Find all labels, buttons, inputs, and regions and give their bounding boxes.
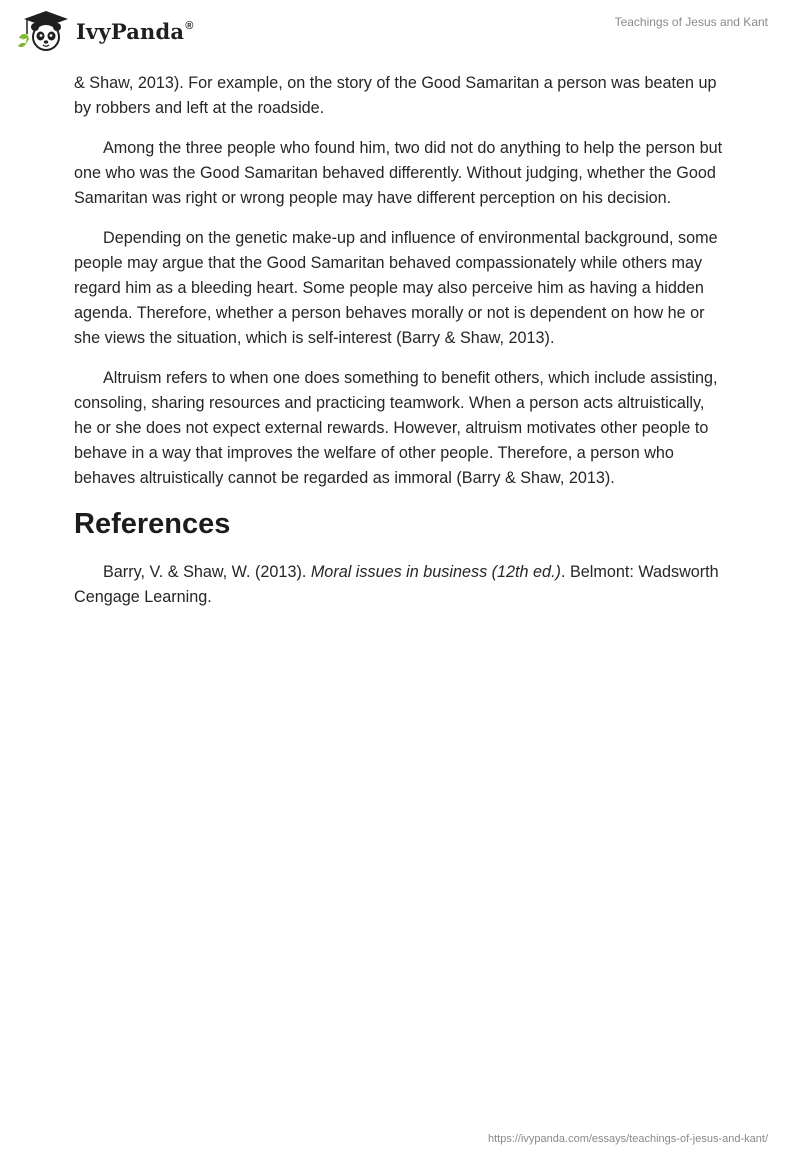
- registered-mark: ®: [185, 19, 194, 32]
- source-url[interactable]: https://ivypanda.com/essays/teachings-of-jesus-and-kant/: [487, 1133, 768, 1145]
- reference-entry: [74, 560, 726, 610]
- panda-graduation-cap-icon: [16, 8, 68, 52]
- paragraph: Among the three people who found him, two did not do anything to help the person but one who was the Good Samaritan behaved differently. Without judging, whether the Good Samaritan was right or wrong people may have different perception on his decision.: [74, 139, 723, 207]
- brand-name: IvyPanda®: [76, 18, 194, 44]
- paragraph-continued: & Shaw, 2013). For example, on the story of the Good Samaritan a person was beaten up by robbers and left at the roadside.: [74, 74, 717, 117]
- essay-body: [74, 71, 726, 625]
- paragraph: Depending on the genetic make-up and influence of environmental background, some people may argue that the Good Samaritan behaved compassionately while others may regard him as a bleeding heart. Some people may also perceive him as having a hidden agenda. Therefore, whether a person behaves morally or not is dependent on how he or she views the situation, which is self-interest (Barry & Shaw, 2013).: [74, 229, 718, 347]
- document-title: Teachings of Jesus and Kant: [614, 15, 768, 29]
- brand-logo[interactable]: [16, 8, 194, 52]
- paragraph: Altruism refers to when one does something to benefit others, which include assisting, consoling, sharing resources and practicing teamwork. When a person acts altruistically, he or she does not expect external rewards. However, altruism motivates other people to behave in a way that improves the welfare of other people. Therefore, a person who behaves altruistically cannot be regarded as immoral (Barry & Shaw, 2013).: [74, 369, 718, 487]
- reference-title: Moral issues in business (12th ed.): [310, 563, 561, 581]
- reference-authors: Barry, V. & Shaw, W. (2013).: [103, 563, 311, 581]
- page-header: [0, 0, 800, 64]
- reference-publisher: . Belmont: Wadsworth Cengage Learning.: [74, 563, 719, 606]
- references-heading: References: [74, 508, 231, 540]
